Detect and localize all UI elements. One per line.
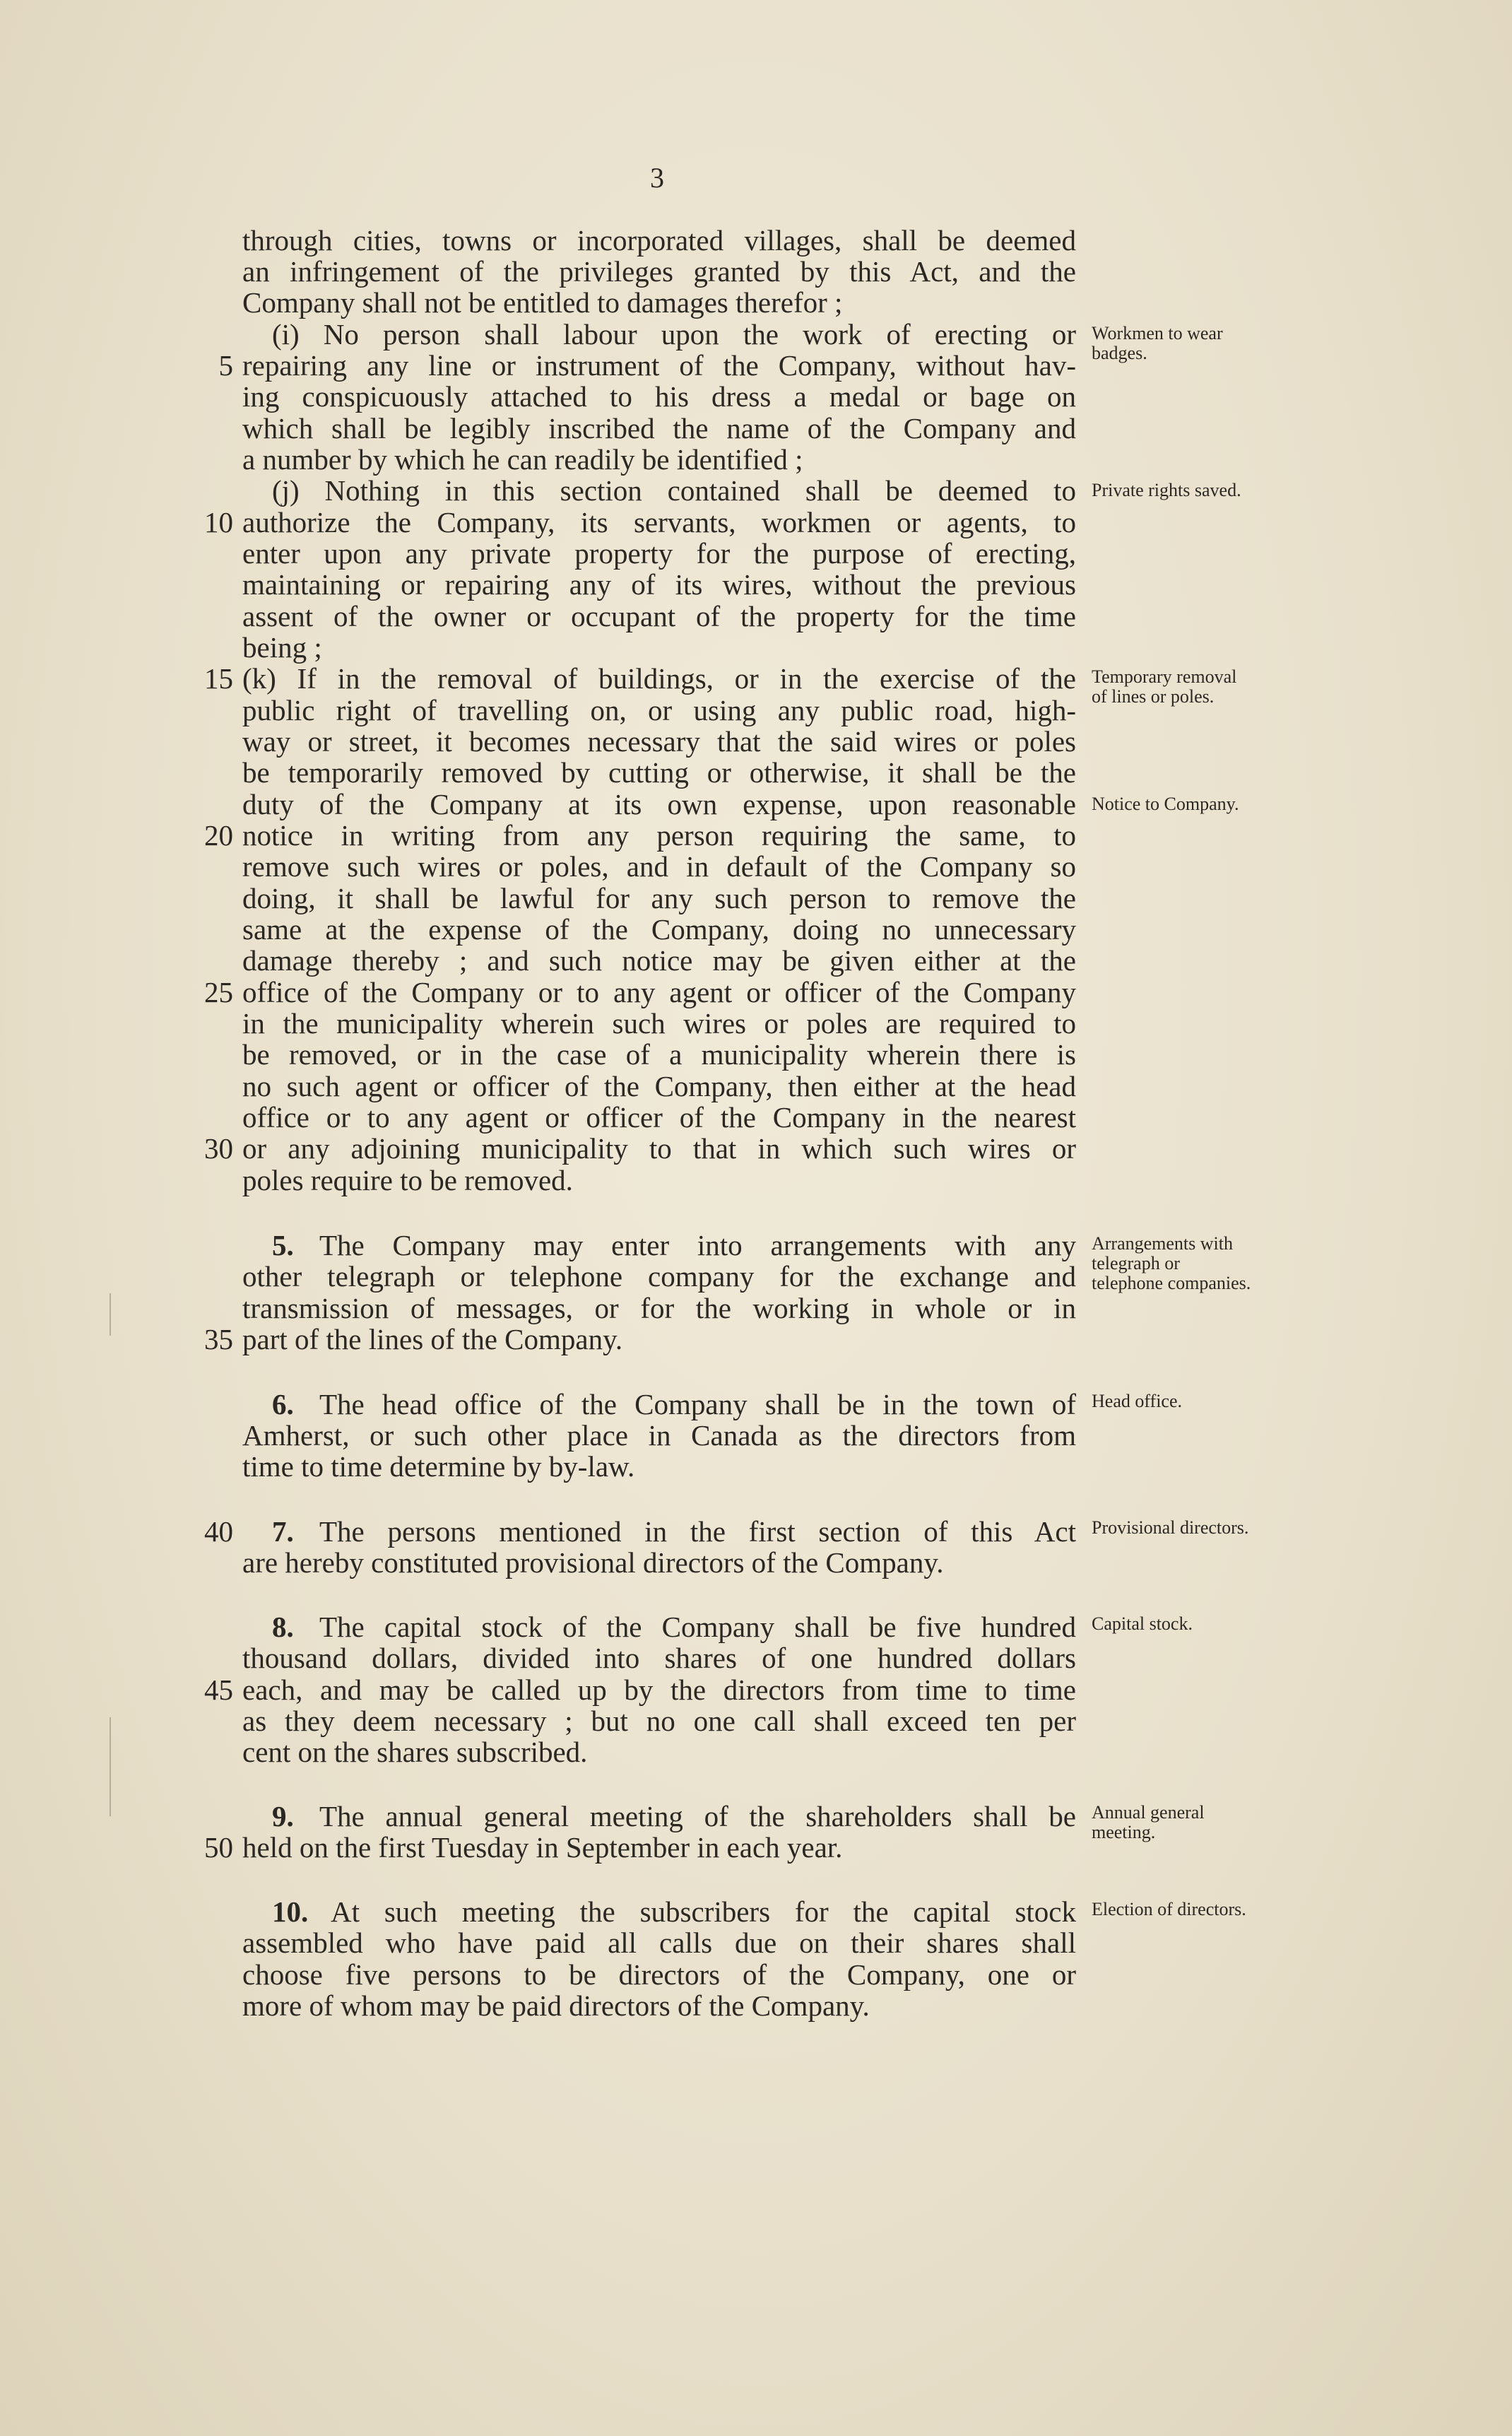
text-line: way or street, it becomes necessary that the said wires or poles [242,725,1076,758]
text-line: thousand dollars, divided into shares of one hundred dollars [242,1642,1076,1674]
text-line: part of the lines of the Company. [242,1323,623,1355]
text-line: The persons mentioned in the first section of this Act [319,1515,1076,1548]
text-line: remove such wires or poles, and in default of the Company so [242,850,1076,883]
text-line: The head office of the Company shall be in the town of [319,1388,1076,1420]
text-line: The Company may enter into arrangements with any [319,1229,1076,1261]
margin-note: Workmen to wear badges. [1092,323,1223,363]
margin-note: Election of directors. [1092,1899,1246,1919]
text-line: which shall be legibly inscribed the name of the Company and [242,412,1076,445]
line-number: 15 [204,662,233,695]
binding-mark [110,1293,111,1336]
text-line: assembled who have paid all calls due on their shares shall [242,1926,1076,1959]
text-line: (k) If in the removal of buildings, or in the exercise of the [242,662,1076,695]
text-line: duty of the Company at its own expense, upon reasonable [242,788,1076,820]
line-number: 25 [204,976,233,1008]
text-line: through cities, towns or incorporated villages, shall be deemed [242,224,1076,257]
text-line: be removed, or in the case of a municipality wherein there is [242,1038,1076,1071]
margin-note: Head office. [1092,1391,1183,1411]
section-number: 8. [272,1611,294,1643]
text-line: being ; [242,631,322,664]
text-line: doing, it shall be lawful for any such person to remove the [242,882,1076,914]
text-line: maintaining or repairing any of its wires, without the previous [242,568,1076,601]
text-line: more of whom may be paid directors of the Company. [242,1989,870,2022]
binding-mark [110,1717,111,1816]
text-line: transmission of messages, or for the working in whole or in [242,1292,1076,1324]
line-number: 40 [204,1515,233,1548]
text-line: each, and may be called up by the directors from time to time [242,1673,1076,1706]
text-line: in the municipality wherein such wires or poles are required to [242,1007,1076,1040]
text-line: office or to any agent or officer of the Company in the nearest [242,1101,1076,1134]
margin-note: Provisional directors. [1092,1517,1249,1538]
text-line: (i) No person shall labour upon the work of erecting or [272,318,1076,351]
section-number: 5. [272,1229,294,1261]
text-line: same at the expense of the Company, doing no unnecessary [242,913,1076,946]
line-number: 5 [218,349,233,382]
text-line: damage thereby ; and such notice may be given either at the [242,944,1076,977]
text-line: an infringement of the privileges granted by this Act, and the [242,255,1076,288]
text-line: ing conspicuously attached to his dress a medal or bage on [242,380,1076,413]
text-line: held on the first Tuesday in September in each year. [242,1831,843,1864]
section-number: 7. [272,1515,294,1548]
text-line: choose five persons to be directors of the Company, one or [242,1958,1076,1991]
text-line: public right of travelling on, or using any public road, high- [242,694,1076,726]
text-line: be temporarily removed by cutting or otherwise, it shall be the [242,756,1076,789]
line-number: 35 [204,1323,233,1355]
section-number: 10. [272,1895,309,1928]
text-line: The capital stock of the Company shall be five hundred [319,1611,1076,1643]
line-number: 10 [204,506,233,539]
text-line: or any adjoining municipality to that in which such wires or [242,1132,1076,1165]
margin-note: Capital stock. [1092,1613,1193,1634]
text-line: as they deem necessary ; but no one call shall exceed ten per [242,1705,1076,1737]
text-line: At such meeting the subscribers for the capital stock [331,1895,1076,1928]
text-line: enter upon any private property for the purpose of erecting, [242,537,1076,570]
line-number: 20 [204,819,233,852]
text-line: time to time determine by by-law. [242,1450,635,1483]
line-number: 50 [204,1831,233,1864]
text-line: cent on the shares subscribed. [242,1736,588,1768]
text-line: Amherst, or such other place in Canada as the directors from [242,1419,1076,1452]
text-line: other telegraph or telephone company for the exchange and [242,1260,1076,1293]
page-number: 3 [650,162,664,194]
text-line: (j) Nothing in this section contained shall be deemed to [272,474,1076,507]
line-number: 45 [204,1673,233,1706]
text-line: authorize the Company, its servants, workmen or agents, to [242,506,1076,539]
text-line: no such agent or officer of the Company, then either at the head [242,1070,1076,1102]
text-line: Company shall not be entitled to damages therefor ; [242,286,843,319]
text-line: assent of the owner or occupant of the property for the time [242,600,1076,632]
margin-note: Notice to Company. [1092,794,1239,814]
text-line: are hereby constituted provisional directors of the Company. [242,1546,944,1579]
line-number: 30 [204,1132,233,1165]
text-line: repairing any line or instrument of the Company, without hav- [242,349,1076,382]
text-line: a number by which he can readily be identified ; [242,443,803,476]
margin-note: Private rights saved. [1092,480,1241,500]
section-number: 9. [272,1800,294,1832]
text-line: office of the Company or to any agent or officer of the Company [242,976,1076,1008]
margin-note: Annual general meeting. [1092,1802,1205,1842]
text-line: notice in writing from any person requiring the same, to [242,819,1076,852]
text-line: The annual general meeting of the shareholders shall be [319,1800,1076,1832]
margin-note: Temporary removal of lines or poles. [1092,666,1237,707]
text-line: poles require to be removed. [242,1164,573,1196]
section-number: 6. [272,1388,294,1420]
margin-note: Arrangements with telegraph or telephone companies. [1092,1233,1251,1293]
